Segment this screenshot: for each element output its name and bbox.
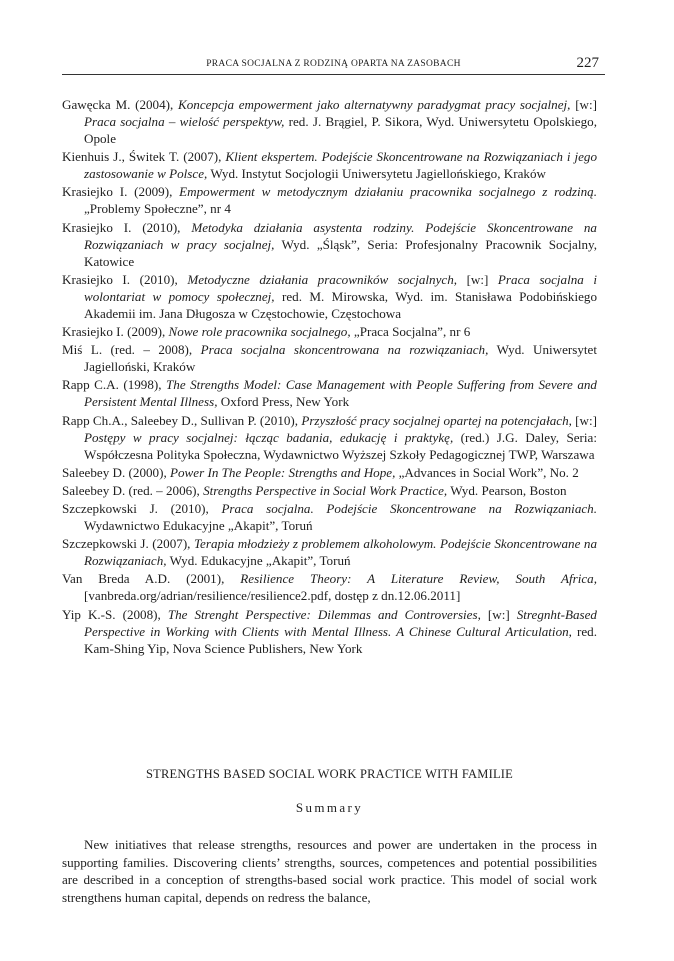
section-title: STRENGTHS BASED SOCIAL WORK PRACTICE WITH FAMILIE — [146, 767, 513, 781]
reference-item: Szczepkowski J. (2010), Praca socjalna. Podejście Skoncentrowane na Rozwiązaniach. Wydawnictwo Edukacyjne „Akapit”, Toruń — [62, 501, 597, 534]
reference-item: Saleebey D. (red. – 2006), Strengths Perspective in Social Work Practice, Wyd. Pearson, Boston — [62, 482, 567, 498]
reference-item: Gawęcka M. (2004), Koncepcja empowerment jako alternatywny paradygmat pracy socjalnej, [w:] Praca socjalna – wielość perspektyw, red. J. Brągiel, P. Sikora, Wyd. Uniwersytetu Opolskiego, Opole — [62, 97, 598, 146]
running-title: PRACA SOCJALNA Z RODZINĄ OPARTA NA ZASOBACH — [206, 59, 461, 69]
page-number: 227 — [576, 55, 599, 71]
reference-item: Saleebey D. (2000), Power In The People: Strengths and Hope, „Advances in Social Work”, No. 2 — [62, 464, 579, 480]
reference-item: Rapp Ch.A., Saleebey D., Sullivan P. (2010), Przyszłość pracy socjalnej opartej na potencjałach, [w:] Postępy w pracy socjalnej: łącząc badania, edukację i praktykę, (red.) J.G. Daley, Seria: Współczesna Polityka Społeczna, Wydawnictwo Wyższej Szkoły Pedagogicznej TWP, Warszawa — [62, 412, 597, 462]
reference-list — [62, 96, 597, 658]
page-header — [62, 56, 605, 75]
reference-item: Kienhuis J., Świtek T. (2007), Klient ekspertem. Podejście Skoncentrowane na Rozwiązaniach i jego zastosowanie w Polsce, Wyd. Instytut Socjologii Uniwersytetu Jagiellońskiego, Kraków — [62, 149, 598, 182]
reference-item: Yip K.-S. (2008), The Strenght Perspective: Dilemmas and Controversies, [w:] Stregnht-Based Perspective in Working with Clients with Mental Illness. A Chinese Cultural Articulation, red. Kam-Shing Yip, Nova Science Publishers, New York — [62, 606, 597, 656]
summary-body: New initiatives that release strengths, resources and power are undertaken in the process in supporting families. Discovering clients’ strengths, sources, competences and potential possibilities are described in a conception of strengths-based social work practice. This model of social work strengthens human capital, depends on redress the balance, — [62, 837, 597, 905]
summary-heading: Summary — [295, 800, 364, 815]
reference-item: Szczepkowski J. (2007), Terapia młodzieży z problemem alkoholowym. Podejście Skoncentrowane na Rozwiązaniach, Wyd. Edukacyjne „Akapit”, Toruń — [62, 536, 597, 569]
reference-item: Miś L. (red. – 2008), Praca socjalna skoncentrowana na rozwiązaniach, Wyd. Uniwersytet Jagielloński, Kraków — [62, 342, 597, 375]
reference-item: Krasiejko I. (2009), Nowe role pracownika socjalnego, „Praca Socjalna”, nr 6 — [62, 323, 471, 339]
reference-item: Rapp C.A. (1998), The Strengths Model: Case Management with People Suffering from Severe and Persistent Mental Illness, Oxford Press, New York — [62, 377, 597, 410]
reference-item: Krasiejko I. (2010), Metodyczne działania pracowników socjalnych, [w:] Praca socjalna i wolontariat w pomocy społecznej, red. M. Mirowska, Wyd. im. Stanisława Podobińskiego Akademii im. Jana Długosza w Częstochowie, Częstochowa — [62, 271, 597, 321]
reference-item: Krasiejko I. (2010), Metodyka działania asystenta rodziny. Podejście Skoncentrowane na Rozwiązaniach w pracy socjalnej, Wyd. „Śląsk”, Seria: Profesjonalny Pracownik Socjalny, Katowice — [62, 219, 597, 269]
reference-item: Van Breda A.D. (2001), Resilience Theory: A Literature Review, South Africa, [vanbreda.org/adrian/resilience/resilience2.pdf, dostęp z dn.12.06.2011] — [62, 571, 597, 604]
reference-item: Krasiejko I. (2009), Empowerment w metodycznym działaniu pracownika socjalnego z rodziną. „Problemy Społeczne”, nr 4 — [62, 184, 597, 217]
